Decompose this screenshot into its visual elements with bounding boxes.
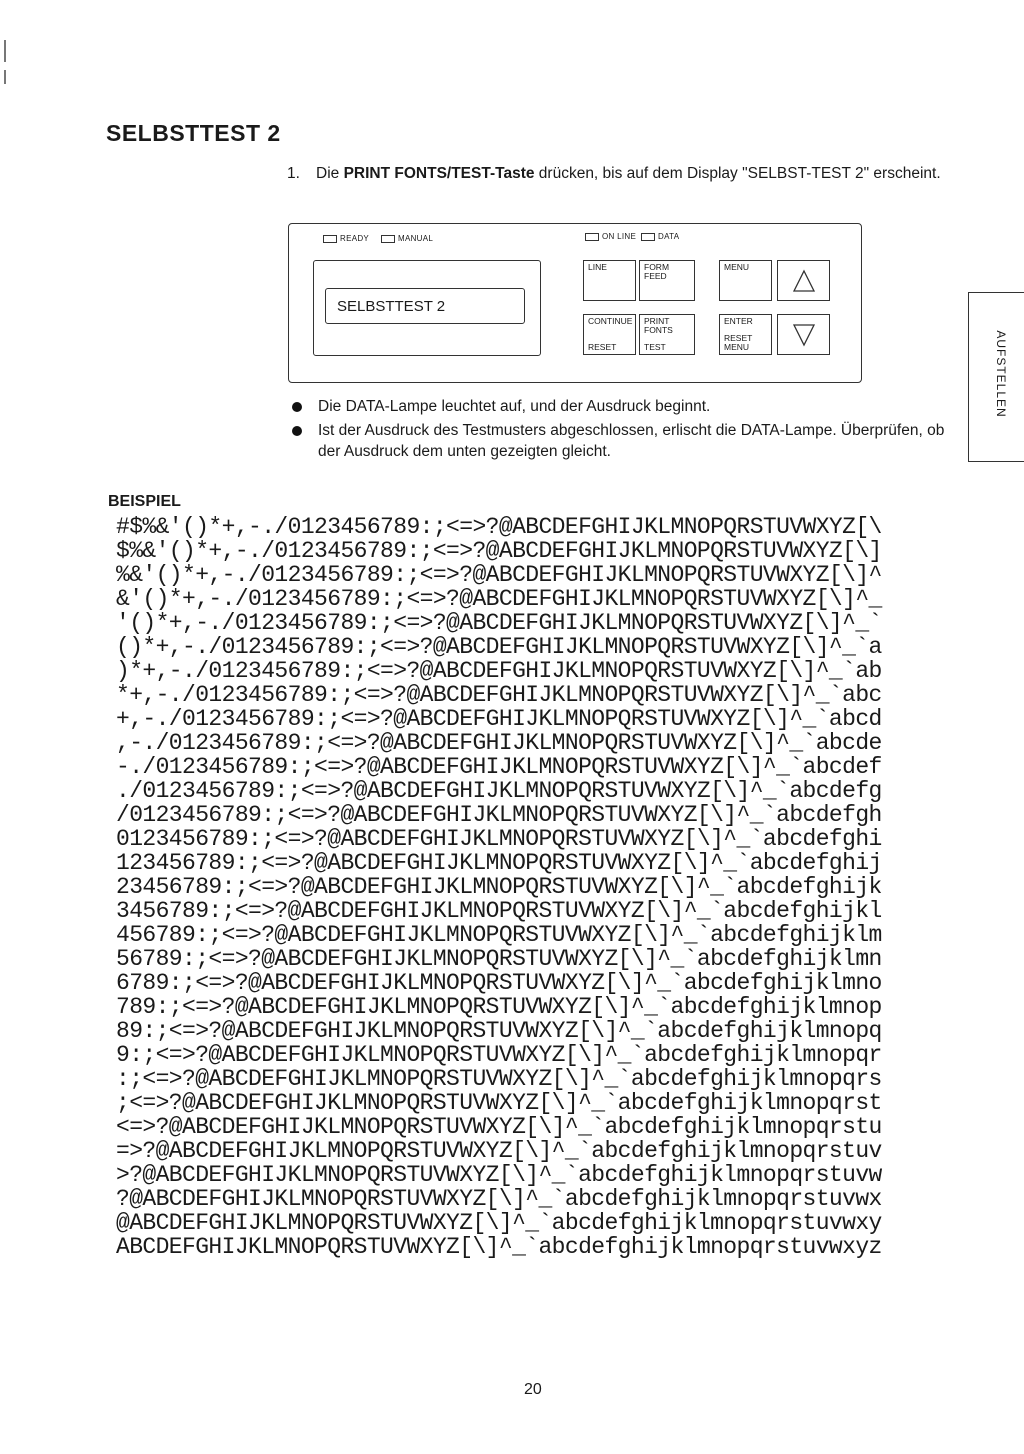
lamp-ready-indicator	[323, 235, 337, 243]
sample-line: +,-./0123456789:;<=>?@ABCDEFGHIJKLMNOPQRSTUVWXYZ[\]^_`abcd	[116, 706, 882, 732]
scan-margin-mark	[4, 70, 6, 84]
sample-line: )*+,-./0123456789:;<=>?@ABCDEFGHIJKLMNOPQRSTUVWXYZ[\]^_`ab	[116, 658, 882, 684]
sample-line: -./0123456789:;<=>?@ABCDEFGHIJKLMNOPQRSTUVWXYZ[\]^_`abcdef	[116, 754, 882, 780]
sample-line: 9:;<=>?@ABCDEFGHIJKLMNOPQRSTUVWXYZ[\]^_`abcdefghijklmnopqr	[116, 1042, 882, 1068]
sample-line: <=>?@ABCDEFGHIJKLMNOPQRSTUVWXYZ[\]^_`abcdefghijklmnopqrstu	[116, 1114, 882, 1140]
enter-reset-menu-key	[719, 314, 772, 355]
test-key-label: TEST	[644, 342, 666, 352]
sample-line: 23456789:;<=>?@ABCDEFGHIJKLMNOPQRSTUVWXYZ[\]^_`abcdefghijk	[116, 874, 882, 900]
lamp-ready	[323, 234, 369, 243]
sample-line: #$%&'()*+,-./0123456789:;<=>?@ABCDEFGHIJKLMNOPQRSTUVWXYZ[\	[116, 514, 882, 540]
note-item	[292, 420, 952, 462]
down-key	[777, 314, 830, 355]
step-text	[316, 163, 946, 184]
section-tab	[968, 292, 1024, 462]
lamp-manual	[381, 234, 433, 243]
operator-panel-illustration	[288, 223, 862, 383]
sample-line: ,-./0123456789:;<=>?@ABCDEFGHIJKLMNOPQRSTUVWXYZ[\]^_`abcde	[116, 730, 882, 756]
lcd-display: SELBSTTEST 2	[325, 288, 525, 324]
sample-line: $%&'()*+,-./0123456789:;<=>?@ABCDEFGHIJKLMNOPQRSTUVWXYZ[\]	[116, 538, 882, 564]
sample-line: %&'()*+,-./0123456789:;<=>?@ABCDEFGHIJKLMNOPQRSTUVWXYZ[\]^	[116, 562, 882, 588]
sample-line: ;<=>?@ABCDEFGHIJKLMNOPQRSTUVWXYZ[\]^_`abcdefghijklmnopqrst	[116, 1090, 882, 1116]
sample-line: *+,-./0123456789:;<=>?@ABCDEFGHIJKLMNOPQRSTUVWXYZ[\]^_`abc	[116, 682, 882, 708]
reset-key-label: RESET	[588, 342, 617, 352]
note-text: Die DATA-Lampe leuchtet auf, und der Ausdruck beginnt.	[318, 398, 711, 415]
up-key	[777, 260, 830, 301]
sample-line: =>?@ABCDEFGHIJKLMNOPQRSTUVWXYZ[\]^_`abcdefghijklmnopqrstuv	[116, 1138, 882, 1164]
form-feed-key-label: FORM FEED	[644, 262, 670, 281]
sample-line: 0123456789:;<=>?@ABCDEFGHIJKLMNOPQRSTUVWXYZ[\]^_`abcdefghi	[116, 826, 882, 852]
sample-line: 123456789:;<=>?@ABCDEFGHIJKLMNOPQRSTUVWXYZ[\]^_`abcdefghij	[116, 850, 882, 876]
lamp-online-label: ON LINE	[602, 232, 637, 241]
section-tab-label: AUFSTELLEN	[994, 330, 1008, 418]
test-printout-sample	[116, 515, 976, 1259]
sample-line: 3456789:;<=>?@ABCDEFGHIJKLMNOPQRSTUVWXYZ[\]^_`abcdefghijkl	[116, 898, 882, 924]
sample-line: ()*+,-./0123456789:;<=>?@ABCDEFGHIJKLMNOPQRSTUVWXYZ[\]^_`a	[116, 634, 882, 660]
sample-line: ?@ABCDEFGHIJKLMNOPQRSTUVWXYZ[\]^_`abcdefghijklmnopqrstuvwx	[116, 1186, 882, 1212]
sample-line: ./0123456789:;<=>?@ABCDEFGHIJKLMNOPQRSTUVWXYZ[\]^_`abcdefg	[116, 778, 882, 804]
sample-line: &'()*+,-./0123456789:;<=>?@ABCDEFGHIJKLMNOPQRSTUVWXYZ[\]^_	[116, 586, 882, 612]
page-title: SELBSTTEST 2	[106, 120, 281, 146]
step-key-name: PRINT FONTS/TEST-Taste	[343, 165, 535, 182]
bullet-icon	[292, 426, 302, 436]
menu-key	[719, 260, 772, 301]
page-number: 20	[524, 1381, 542, 1398]
lamp-ready-label: READY	[340, 234, 370, 243]
enter-key-label: ENTER	[724, 316, 753, 326]
note-text: Ist der Ausdruck des Testmusters abgeschlossen, erlischt die DATA-Lampe. Überprüfen, ob der Ausdruck dem unten gezeigten gleicht.	[318, 422, 945, 460]
line-key-label: LINE	[588, 262, 607, 272]
sample-line: /0123456789:;<=>?@ABCDEFGHIJKLMNOPQRSTUVWXYZ[\]^_`abcdefgh	[116, 802, 882, 828]
sample-line: 6789:;<=>?@ABCDEFGHIJKLMNOPQRSTUVWXYZ[\]^_`abcdefghijklmno	[116, 970, 882, 996]
lamp-online	[585, 232, 636, 241]
sample-line: 789:;<=>?@ABCDEFGHIJKLMNOPQRSTUVWXYZ[\]^_`abcdefghijklmnop	[116, 994, 882, 1020]
lamp-data-indicator	[641, 233, 655, 241]
continue-reset-key	[583, 314, 636, 355]
reset-menu-key-label: RESET MENU	[724, 333, 753, 352]
print-fonts-key-label: PRINT FONTS	[644, 316, 673, 335]
lamp-data	[641, 232, 679, 241]
sample-line: :;<=>?@ABCDEFGHIJKLMNOPQRSTUVWXYZ[\]^_`abcdefghijklmnopqrs	[116, 1066, 882, 1092]
sample-line: 456789:;<=>?@ABCDEFGHIJKLMNOPQRSTUVWXYZ[\]^_`abcdefghijklm	[116, 922, 882, 948]
sample-line: @ABCDEFGHIJKLMNOPQRSTUVWXYZ[\]^_`abcdefghijklmnopqrstuvwxy	[116, 1210, 882, 1236]
down-triangle-icon	[792, 323, 816, 347]
lamp-data-label: DATA	[658, 232, 680, 241]
sample-line: ABCDEFGHIJKLMNOPQRSTUVWXYZ[\]^_`abcdefghijklmnopqrstuvwxyz	[116, 1234, 882, 1260]
lamp-online-indicator	[585, 233, 599, 241]
step-number: 1.	[287, 165, 300, 182]
bullet-icon	[292, 402, 302, 412]
lamp-manual-label: MANUAL	[398, 234, 434, 243]
sample-line: '()*+,-./0123456789:;<=>?@ABCDEFGHIJKLMNOPQRSTUVWXYZ[\]^_`	[116, 610, 882, 636]
sample-line: 89:;<=>?@ABCDEFGHIJKLMNOPQRSTUVWXYZ[\]^_`abcdefghijklmnopq	[116, 1018, 882, 1044]
result-notes	[292, 396, 952, 465]
example-label: BEISPIEL	[108, 493, 181, 510]
line-key	[583, 260, 636, 301]
up-triangle-icon	[792, 269, 816, 293]
print-fonts-test-key	[639, 314, 695, 355]
form-feed-key	[639, 260, 695, 301]
menu-key-label: MENU	[724, 262, 750, 272]
step-text-after: drücken, bis auf dem Display "SELBST-TEST 2" erscheint.	[534, 165, 941, 182]
scan-margin-mark	[4, 40, 6, 62]
note-item	[292, 396, 952, 417]
step-text-before: Die	[316, 165, 344, 182]
lamp-manual-indicator	[381, 235, 395, 243]
continue-key-label: CONTINUE	[588, 316, 633, 326]
display-housing	[313, 260, 541, 356]
sample-line: 56789:;<=>?@ABCDEFGHIJKLMNOPQRSTUVWXYZ[\]^_`abcdefghijklmn	[116, 946, 882, 972]
sample-line: >?@ABCDEFGHIJKLMNOPQRSTUVWXYZ[\]^_`abcdefghijklmnopqrstuvw	[116, 1162, 882, 1188]
